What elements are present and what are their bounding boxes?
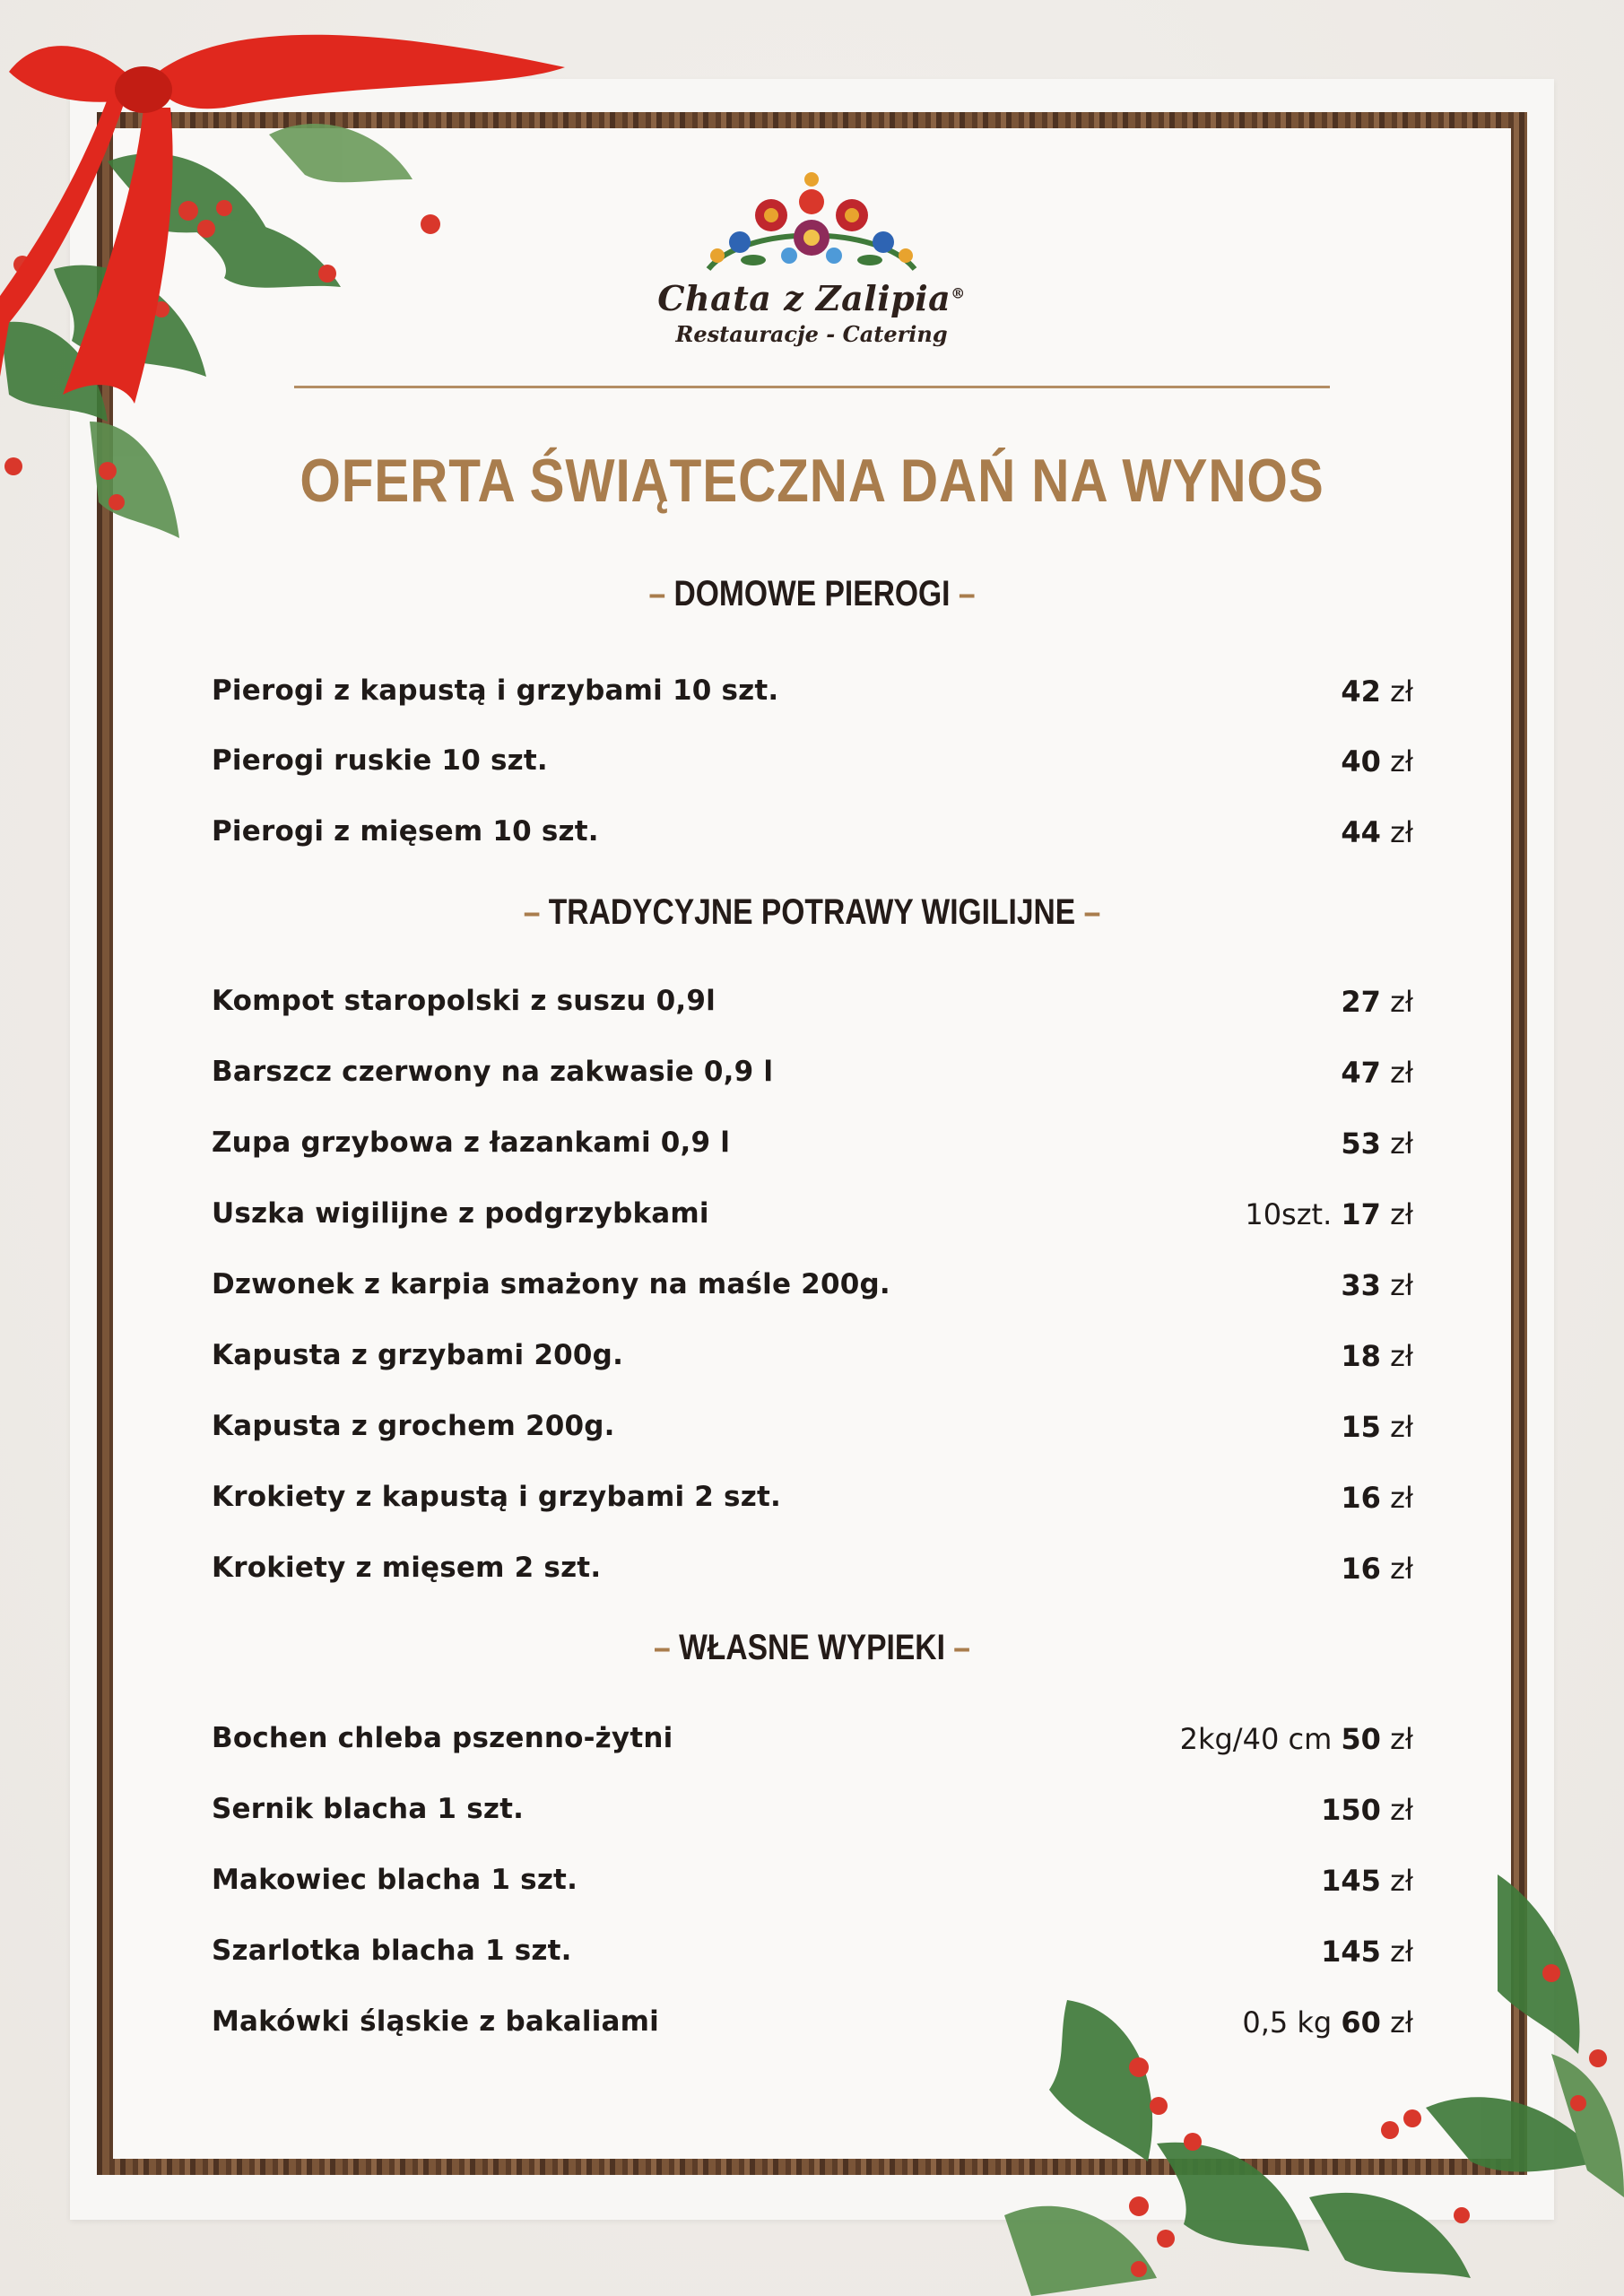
price-currency: zł [1390, 1864, 1413, 1898]
menu-item [212, 1410, 1413, 1451]
item-price [1245, 1197, 1413, 1231]
item-name: Sernik blacha 1 szt. [212, 1793, 525, 1825]
title-dash-left: – [648, 574, 666, 613]
item-name: Barszcz czerwony na zakwasie 0,9 l [212, 1056, 774, 1088]
item-price [1341, 1481, 1413, 1515]
section-title-domowe-pierogi [130, 574, 1494, 614]
price-currency: zł [1390, 1793, 1413, 1827]
item-price [1341, 1339, 1413, 1373]
brand-name-text: Chata z Zalipia [657, 278, 951, 318]
title-dash-right: – [1083, 892, 1101, 932]
price-amount: 42 [1341, 674, 1381, 709]
item-price [1180, 1722, 1413, 1756]
title-dash-right: – [958, 574, 976, 613]
section-title-text: WŁASNE WYPIEKI [679, 1628, 945, 1667]
item-name: Pierogi z kapustą i grzybami 10 szt. [212, 674, 779, 707]
price-currency: zł [1390, 1126, 1413, 1161]
price-amount: 16 [1341, 1552, 1381, 1586]
item-name: Kapusta z grzybami 200g. [212, 1339, 624, 1371]
menu-item [212, 815, 1413, 857]
title-dash-left: – [654, 1628, 671, 1667]
title-dash-left: – [523, 892, 541, 932]
price-currency: zł [1390, 1056, 1413, 1090]
item-price [1341, 1552, 1413, 1586]
title-dash-right: – [953, 1628, 970, 1667]
menu-item [212, 1722, 1413, 1763]
price-currency: zł [1390, 2005, 1413, 2039]
price-currency: zł [1390, 985, 1413, 1019]
item-name: Dzwonek z karpia smażony na maśle 200g. [212, 1268, 890, 1300]
price-currency: zł [1390, 1722, 1413, 1756]
price-currency: zł [1390, 744, 1413, 778]
menu-item [212, 2005, 1413, 2047]
menu-item [212, 1481, 1413, 1522]
price-amount: 17 [1341, 1197, 1381, 1231]
price-currency: zł [1390, 815, 1413, 849]
price-currency: zł [1390, 1197, 1413, 1231]
price-amount: 18 [1341, 1339, 1381, 1373]
menu-item [212, 1126, 1413, 1168]
registered-mark: ® [951, 284, 966, 302]
item-name: Bochen chleba pszenno-żytni [212, 1722, 673, 1754]
item-name: Kompot staropolski z suszu 0,9l [212, 985, 716, 1017]
price-amount: 145 [1321, 1864, 1381, 1898]
item-price [1341, 815, 1413, 849]
item-name: Pierogi z mięsem 10 szt. [212, 815, 599, 848]
item-price [1341, 1056, 1413, 1090]
price-amount: 145 [1321, 1935, 1381, 1969]
menu-item [212, 1339, 1413, 1380]
menu-item [212, 744, 1413, 786]
price-currency: zł [1390, 1481, 1413, 1515]
price-currency: zł [1390, 1268, 1413, 1302]
item-quantity: 0,5 kg [1242, 2005, 1333, 2039]
menu-item [212, 1552, 1413, 1593]
item-name: Zupa grzybowa z łazankami 0,9 l [212, 1126, 731, 1159]
item-price [1341, 674, 1413, 709]
item-name: Makówki śląskie z bakaliami [212, 2005, 660, 2038]
price-currency: zł [1390, 674, 1413, 709]
menu-item [212, 985, 1413, 1026]
price-amount: 44 [1341, 815, 1381, 849]
page-title: OFERTA ŚWIĄTECZNA DAŃ NA WYNOS [300, 447, 1324, 515]
brand-name [628, 278, 995, 318]
price-amount: 47 [1341, 1056, 1381, 1090]
item-price [1242, 2005, 1413, 2039]
menu-item [212, 1935, 1413, 1976]
price-amount: 60 [1341, 2005, 1381, 2039]
item-name: Pierogi ruskie 10 szt. [212, 744, 548, 777]
price-amount: 53 [1341, 1126, 1381, 1161]
item-name: Krokiety z mięsem 2 szt. [212, 1552, 602, 1584]
price-amount: 27 [1341, 985, 1381, 1019]
item-price [1341, 744, 1413, 778]
price-amount: 50 [1341, 1722, 1381, 1756]
section-title-wlasne-wypieki [130, 1628, 1494, 1668]
item-name: Kapusta z grochem 200g. [212, 1410, 615, 1442]
section-title-text: TRADYCYJNE POTRAWY WIGILIJNE [548, 892, 1076, 932]
item-price [1341, 985, 1413, 1019]
price-currency: zł [1390, 1552, 1413, 1586]
price-currency: zł [1390, 1410, 1413, 1444]
item-name: Krokiety z kapustą i grzybami 2 szt. [212, 1481, 781, 1513]
menu-item [212, 1793, 1413, 1834]
item-price [1341, 1268, 1413, 1302]
item-price [1321, 1864, 1413, 1898]
menu-item [212, 1864, 1413, 1905]
menu-item [212, 1197, 1413, 1239]
section-title-tradycyjne-potrawy [130, 892, 1494, 933]
item-quantity: 10szt. [1245, 1197, 1333, 1231]
header-divider [294, 386, 1330, 388]
price-currency: zł [1390, 1935, 1413, 1969]
menu-item [212, 674, 1413, 716]
price-amount: 40 [1341, 744, 1381, 778]
price-amount: 15 [1341, 1410, 1381, 1444]
item-name: Makowiec blacha 1 szt. [212, 1864, 578, 1896]
price-amount: 16 [1341, 1481, 1381, 1515]
menu-item [212, 1268, 1413, 1309]
item-name: Szarlotka blacha 1 szt. [212, 1935, 572, 1967]
item-quantity: 2kg/40 cm [1179, 1722, 1333, 1756]
item-price [1321, 1793, 1413, 1827]
item-name: Uszka wigilijne z podgrzybkami [212, 1197, 709, 1230]
section-title-text: DOMOWE PIEROGI [673, 574, 951, 613]
price-currency: zł [1390, 1339, 1413, 1373]
item-price [1341, 1126, 1413, 1161]
item-price [1341, 1410, 1413, 1444]
brand-subtitle: Restauracje - Catering [675, 321, 948, 347]
item-price [1321, 1935, 1413, 1969]
menu-item [212, 1056, 1413, 1097]
price-amount: 33 [1341, 1268, 1381, 1302]
price-amount: 150 [1321, 1793, 1381, 1827]
